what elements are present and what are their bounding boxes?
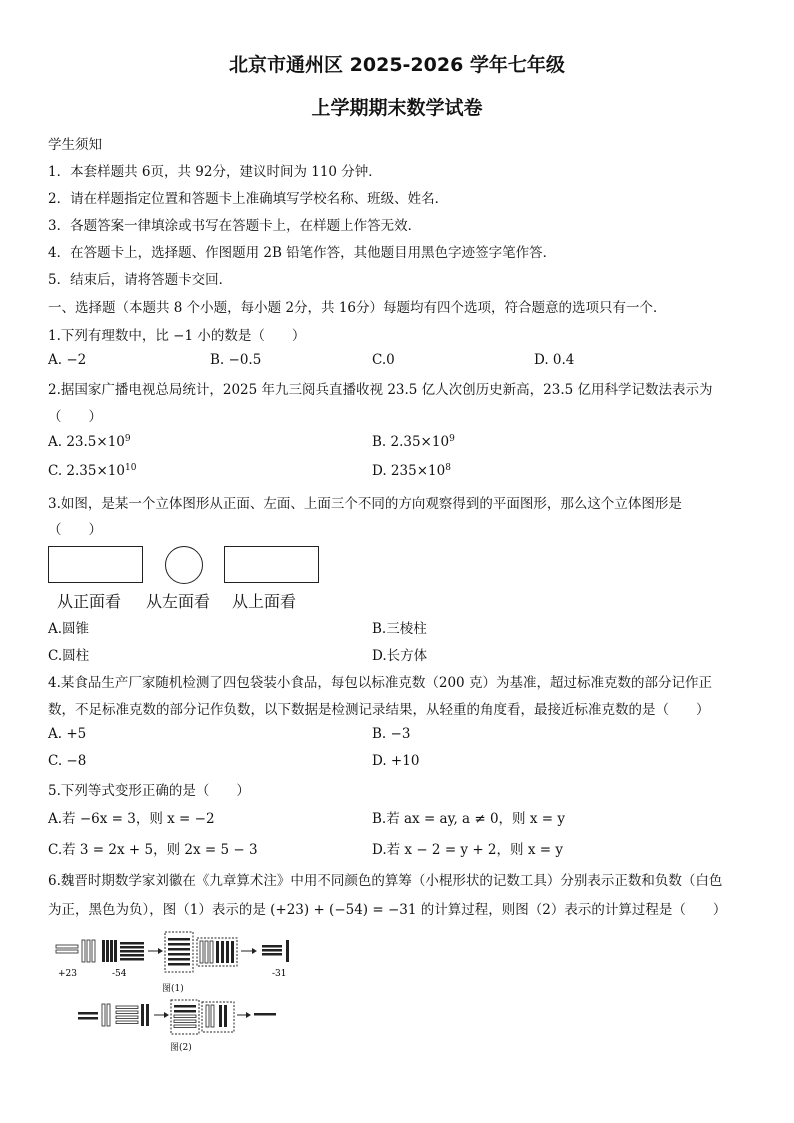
- notice-item-4: 4．在答题卡上，选择题、作图题用 2B 铅笔作答，其他题目用黑色字迹签字笔作答．: [48, 245, 557, 261]
- top-view-label: 从上面看: [232, 592, 297, 611]
- notice-heading: 学生须知: [48, 137, 102, 153]
- figure-2-caption: 图(2): [170, 1043, 192, 1053]
- q6-stem: 6.魏晋时期数学家刘徽在《九章算术注》中用不同颜色的算筹（小棍形状的记数工具）分别表示正数和负数（白色: [48, 873, 723, 889]
- q2-option-d: D. $235\times 10^8$: [372, 463, 451, 479]
- q5-option-b: B.若 ax = ay, a ≠ 0，则 x = y: [372, 811, 565, 827]
- exam-title-line2: 上学期期末数学试卷: [311, 97, 483, 119]
- q2-stem: 2.据国家广播电视总局统计，2025 年九三阅兵直播收视 23.5 亿人次创历史新高，23.5 亿用科学记数法表示为: [48, 382, 713, 398]
- q5-option-a: A.若 −6x = 3，则 x = −2: [48, 811, 215, 827]
- label-plus-23: +23: [58, 969, 77, 979]
- figure-1-caption: 图(1): [162, 984, 184, 994]
- counting-rods-figure-2: [74, 996, 284, 1040]
- notice-item-5: 5．结束后，请将答题卡交回．: [48, 272, 233, 288]
- q5-stem: 5.下列等式变形正确的是（ ）: [48, 783, 250, 799]
- notice-item-1: 1．本套样题共 6页，共 92分，建议时间为 110 分钟．: [48, 164, 382, 180]
- q4-option-c: C. −8: [48, 753, 87, 769]
- q3-option-a: A.圆锥: [48, 621, 90, 637]
- q3-stem: 3.如图，是某一个立体图形从正面、左面、上面三个不同的方向观察得到的平面图形，那么这个立体图形是: [48, 496, 682, 512]
- q4-stem-cont: 数，不足标准克数的部分记作负数，以下数据是检测记录结果，从轻重的角度看，最接近标准克数的是（ ）: [48, 702, 710, 718]
- q4-option-b: B. −3: [372, 726, 411, 742]
- q3-option-d: D.长方体: [372, 648, 428, 664]
- q4-option-d: D. +10: [372, 753, 420, 769]
- section-1-heading: 一、选择题（本题共 8 个小题，每小题 2分，共 16分）每题均有四个选项，符合题意的选项只有一个．: [48, 300, 667, 316]
- q6-stem-cont: 为正，黑色为负），图（1）表示的是 (+23) + (−54) = −31 的计算过程，则图（2）表示的计算过程是（ ）: [48, 902, 727, 918]
- exam-title-line1: 北京市通州区 2025-2026 学年七年级: [229, 54, 565, 76]
- left-view-circle: [165, 546, 203, 584]
- q2-option-c: C. $2.35\times 10^{10}$: [48, 463, 137, 479]
- q1-option-c: C.0: [372, 352, 395, 368]
- q5-option-c: C.若 3 = 2x + 5，则 2x = 5 − 3: [48, 842, 258, 858]
- top-view-rectangle: [224, 546, 319, 583]
- q1-option-b: B. −0.5: [210, 352, 262, 368]
- q3-option-b: B.三棱柱: [372, 621, 427, 637]
- label-minus-54: -54: [112, 969, 127, 979]
- label-minus-31: -31: [272, 969, 287, 979]
- q4-option-a: A. +5: [48, 726, 87, 742]
- q5-option-d: D.若 x − 2 = y + 2，则 x = y: [372, 842, 563, 858]
- notice-item-2: 2．请在样题指定位置和答题卡上准确填写学校名称、班级、姓名．: [48, 191, 449, 207]
- front-view-label: 从正面看: [57, 592, 122, 611]
- q2-stem-bracket: （ ）: [48, 409, 102, 425]
- q1-stem: 1.下列有理数中，比 −1 小的数是（ ）: [48, 328, 306, 344]
- notice-item-3: 3．各题答案一律填涂或书写在答题卡上，在样题上作答无效．: [48, 218, 422, 234]
- q2-option-a: A. $23.5\times 10^9$: [48, 434, 131, 450]
- left-view-label: 从左面看: [146, 592, 211, 611]
- q4-stem: 4.某食品生产厂家随机检测了四包袋装小食品，每包以标准克数（200 克）为基准，超过标准克数的部分记作正: [48, 675, 712, 691]
- q1-option-a: A. −2: [48, 352, 87, 368]
- q3-option-c: C.圆柱: [48, 648, 90, 664]
- q1-option-d: D. 0.4: [534, 352, 575, 368]
- q3-stem-bracket: （ ）: [48, 522, 102, 538]
- front-view-rectangle: [48, 546, 143, 583]
- q2-option-b: B. $2.35\times 10^9$: [372, 434, 455, 450]
